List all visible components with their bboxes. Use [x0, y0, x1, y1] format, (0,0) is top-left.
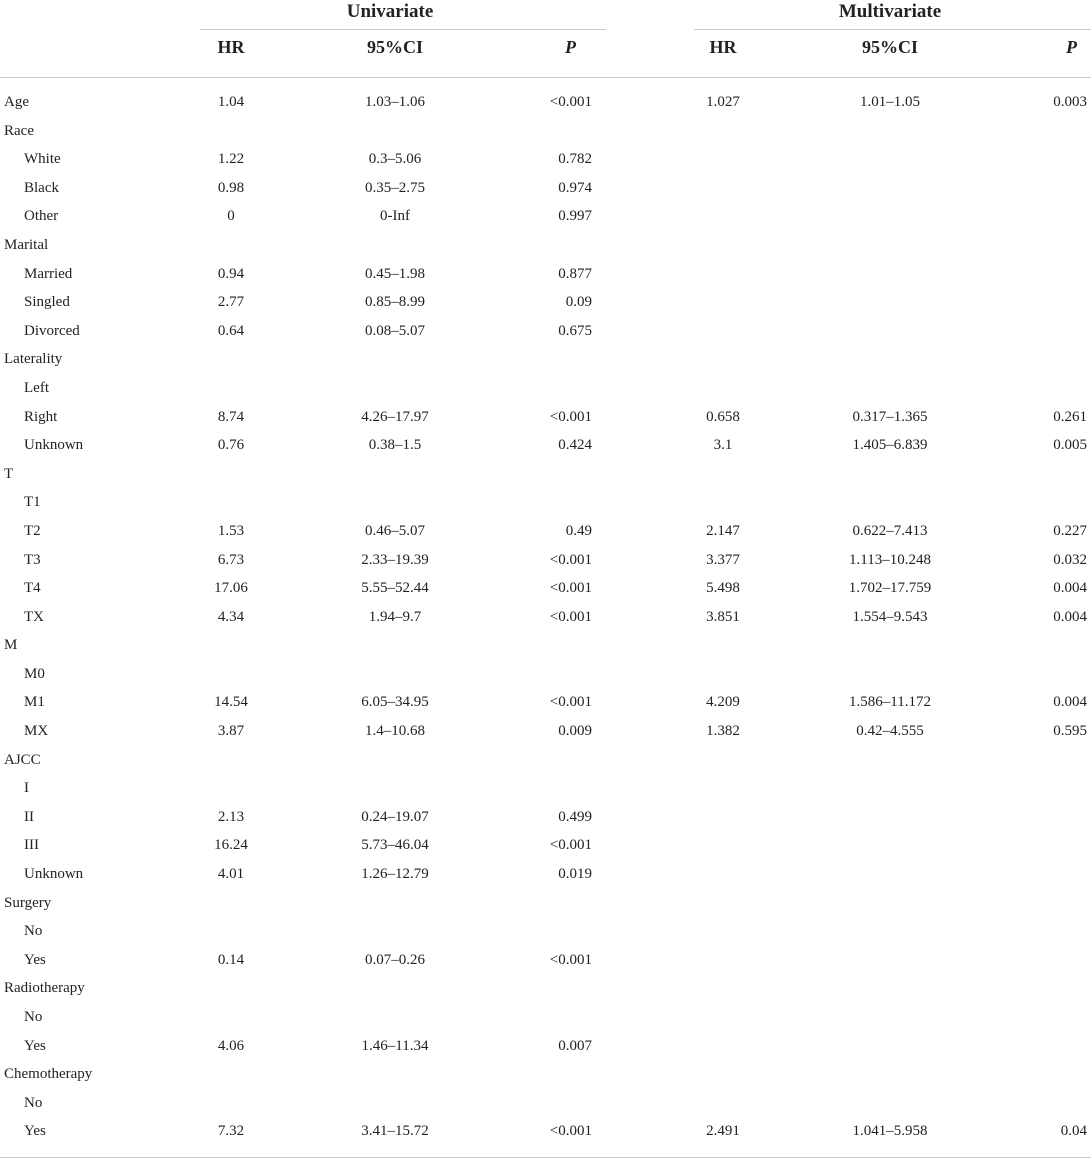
- table-row: [0, 631, 1091, 660]
- univariate-hr-cell: 4.06: [217, 1037, 245, 1054]
- multivariate-hr-cell: 3.1: [713, 437, 733, 454]
- table-row: [0, 1089, 1091, 1118]
- univariate-hr-cell: 0.14: [217, 951, 245, 968]
- table-row: [0, 202, 1091, 231]
- row-label: T3: [24, 551, 41, 568]
- univariate-p-cell: <0.001: [549, 1123, 592, 1140]
- univariate-p-cell: 0.009: [558, 723, 592, 740]
- multivariate-p-cell: 0.004: [1053, 580, 1087, 597]
- row-label: III: [24, 837, 39, 854]
- table-row: [0, 517, 1091, 546]
- table-row: [0, 117, 1091, 146]
- univariate-hr-cell: 14.54: [214, 694, 248, 711]
- row-label: Marital: [4, 236, 49, 253]
- table-row: [0, 317, 1091, 346]
- row-label: Divorced: [24, 322, 80, 339]
- univariate-hr-cell: 16.24: [214, 837, 248, 854]
- row-label: No: [24, 923, 43, 940]
- row-label: Left: [24, 379, 49, 396]
- table-row: [0, 803, 1091, 832]
- univariate-ci-cell: 3.41–15.72: [361, 1123, 429, 1140]
- univariate-ci-cell: 0.45–1.98: [365, 265, 425, 282]
- univariate-hr-cell: 2.77: [217, 294, 245, 311]
- row-label: M: [4, 637, 18, 654]
- univariate-hr-cell: 4.01: [217, 866, 245, 883]
- row-label: Age: [4, 94, 29, 110]
- multivariate-hr-cell: 4.209: [706, 694, 740, 711]
- univariate-ci-cell: 1.03–1.06: [365, 94, 425, 110]
- table-row: [0, 374, 1091, 403]
- univariate-hr-cell: 1.22: [217, 151, 245, 168]
- row-label: Yes: [24, 1037, 46, 1054]
- table-row: [0, 145, 1091, 174]
- univariate-p-cell: <0.001: [549, 580, 592, 597]
- table-row: [0, 660, 1091, 689]
- table-row: [0, 717, 1091, 746]
- table-row: [0, 860, 1091, 889]
- univariate-ci-cell: 6.05–34.95: [361, 694, 429, 711]
- row-label: Other: [24, 208, 59, 225]
- multivariate-p-cell: 0.004: [1053, 608, 1087, 625]
- multivariate-p-header: P: [1066, 37, 1077, 57]
- table-row: [0, 546, 1091, 575]
- row-label: No: [24, 1094, 43, 1111]
- table-row: [0, 403, 1091, 432]
- row-label: II: [24, 808, 34, 825]
- univariate-ci-cell: 1.26–12.79: [361, 866, 429, 883]
- row-label: Right: [24, 408, 58, 425]
- bottom-rule: [0, 1157, 1091, 1158]
- multivariate-ci-header: 95%CI: [861, 37, 918, 57]
- univariate-ci-cell: 5.73–46.04: [361, 837, 429, 854]
- row-label: Unknown: [24, 866, 84, 883]
- row-label: Married: [24, 265, 73, 282]
- row-label: Race: [4, 122, 34, 139]
- multivariate-hr-cell: 1.382: [706, 723, 740, 740]
- univariate-p-cell: 0.675: [558, 322, 592, 339]
- table-row: [0, 174, 1091, 203]
- univariate-ci-cell: 0-Inf: [380, 208, 410, 225]
- row-label: I: [24, 780, 29, 797]
- table-row: [0, 889, 1091, 918]
- univariate-p-cell: 0.019: [558, 866, 592, 883]
- table-row: [0, 1003, 1091, 1032]
- univariate-ci-cell: 0.24–19.07: [361, 808, 429, 825]
- univariate-hr-cell: 0.64: [217, 322, 245, 339]
- multivariate-ci-cell: 1.554–9.543: [852, 608, 928, 625]
- row-label: White: [24, 151, 61, 168]
- multivariate-hr-cell: 5.498: [706, 580, 740, 597]
- multivariate-ci-cell: 1.113–10.248: [849, 551, 931, 568]
- row-label: M0: [24, 665, 45, 682]
- table-row: [0, 688, 1091, 717]
- multivariate-hr-cell: 2.147: [706, 522, 740, 539]
- table-row: [0, 88, 1091, 117]
- univariate-p-cell: <0.001: [549, 551, 592, 568]
- table-row: [0, 345, 1091, 374]
- univariate-hr-header: HR: [217, 37, 245, 57]
- table-row: [0, 974, 1091, 1003]
- univariate-ci-cell: 0.38–1.5: [368, 437, 422, 454]
- table-row: [0, 946, 1091, 975]
- multivariate-p-cell: 0.04: [1060, 1123, 1087, 1140]
- multivariate-p-cell: 0.004: [1053, 694, 1087, 711]
- table-row: [0, 574, 1091, 603]
- multivariate-hr-cell: 1.027: [706, 94, 740, 110]
- univariate-heading: Univariate: [346, 1, 434, 22]
- univariate-ci-cell: 5.55–52.44: [361, 580, 429, 597]
- multivariate-ci-cell: 1.405–6.839: [852, 437, 928, 454]
- univariate-hr-cell: 0.76: [217, 437, 245, 454]
- table-row: [0, 260, 1091, 289]
- univariate-p-cell: 0.424: [558, 437, 592, 454]
- table-row: [0, 746, 1091, 775]
- multivariate-p-cell: 0.595: [1053, 723, 1087, 740]
- univariate-p-cell: <0.001: [549, 694, 592, 711]
- row-label: Unknown: [24, 437, 84, 454]
- table-row: [0, 460, 1091, 489]
- multivariate-hr-cell: 3.377: [706, 551, 740, 568]
- univariate-hr-cell: 8.74: [217, 408, 245, 425]
- univariate-ci-header: 95%CI: [366, 37, 423, 57]
- univariate-p-cell: <0.001: [549, 951, 592, 968]
- univariate-hr-cell: 7.32: [217, 1123, 245, 1140]
- multivariate-ci-cell: 1.702–17.759: [848, 580, 932, 597]
- table-row: [0, 774, 1091, 803]
- multivariate-hr-cell: 0.658: [706, 408, 740, 425]
- univariate-p-cell: 0.09: [565, 294, 592, 311]
- multivariate-p-cell: 0.003: [1053, 94, 1087, 110]
- table-row: [0, 603, 1091, 632]
- row-label: Chemotherapy: [4, 1066, 93, 1083]
- multivariate-ci-cell: 0.42–4.555: [856, 723, 924, 740]
- row-label: MX: [24, 723, 49, 740]
- row-label: Yes: [24, 951, 46, 968]
- univariate-p-cell: 0.007: [558, 1037, 592, 1054]
- univariate-hr-cell: 0.98: [217, 179, 245, 196]
- multivariate-ci-cell: 1.01–1.05: [860, 94, 920, 110]
- univariate-p-cell: <0.001: [549, 408, 592, 425]
- univariate-p-cell: 0.877: [558, 265, 592, 282]
- row-label: Black: [24, 179, 59, 196]
- univariate-hr-cell: 1.04: [217, 94, 245, 110]
- univariate-p-cell: 0.782: [558, 151, 592, 168]
- univariate-hr-cell: 3.87: [217, 723, 245, 740]
- univariate-hr-cell: 0.94: [217, 265, 245, 282]
- univariate-p-header: P: [565, 37, 576, 57]
- row-label: No: [24, 1009, 43, 1025]
- univariate-ci-cell: 0.85–8.99: [365, 294, 425, 311]
- multivariate-p-cell: 0.227: [1053, 522, 1087, 539]
- row-label: T4: [24, 580, 41, 597]
- table-row: [0, 231, 1091, 260]
- row-label: Radiotherapy: [4, 980, 85, 997]
- table-row: [0, 1117, 1091, 1146]
- row-label: Yes: [24, 1123, 46, 1140]
- table-body: [0, 88, 1091, 1146]
- multivariate-hr-cell: 3.851: [706, 608, 740, 625]
- row-label: T2: [24, 522, 41, 539]
- univariate-ci-cell: 1.94–9.7: [368, 608, 422, 625]
- univariate-hr-cell: 4.34: [217, 608, 245, 625]
- univariate-p-cell: <0.001: [549, 608, 592, 625]
- univariate-p-cell: <0.001: [549, 94, 592, 110]
- univariate-hr-cell: 1.53: [217, 522, 245, 539]
- header-rule: [0, 77, 1091, 78]
- multivariate-ci-cell: 1.586–11.172: [849, 694, 931, 711]
- univariate-ci-cell: 4.26–17.97: [361, 408, 429, 425]
- multivariate-p-cell: 0.005: [1053, 437, 1087, 454]
- multivariate-p-cell: 0.032: [1053, 551, 1087, 568]
- row-label: Singled: [24, 294, 70, 311]
- row-label: AJCC: [4, 751, 41, 768]
- univariate-hr-cell: 17.06: [214, 580, 248, 597]
- multivariate-hr-header: HR: [709, 37, 737, 57]
- univariate-hr-cell: 6.73: [217, 551, 245, 568]
- multivariate-ci-cell: 0.622–7.413: [852, 522, 928, 539]
- univariate-p-cell: 0.974: [558, 179, 592, 196]
- multivariate-ci-cell: 1.041–5.958: [852, 1123, 928, 1140]
- univariate-hr-cell: 2.13: [217, 808, 245, 825]
- univariate-hr-cell: 0: [227, 208, 235, 225]
- univariate-ci-cell: 0.46–5.07: [365, 522, 425, 539]
- multivariate-hr-cell: 2.491: [706, 1123, 740, 1140]
- row-label: Surgery: [4, 894, 52, 911]
- multivariate-underline: [694, 29, 1091, 30]
- row-label: TX: [24, 608, 44, 625]
- table-row: [0, 288, 1091, 317]
- table-row: [0, 1032, 1091, 1061]
- univariate-p-cell: 0.499: [558, 808, 592, 825]
- univariate-ci-cell: 0.08–5.07: [365, 322, 425, 339]
- row-label: Laterality: [4, 351, 63, 368]
- table-row: [0, 488, 1091, 517]
- table-row: [0, 831, 1091, 860]
- univariate-ci-cell: 0.07–0.26: [365, 951, 425, 968]
- univariate-p-cell: 0.997: [558, 208, 592, 225]
- multivariate-ci-cell: 0.317–1.365: [852, 408, 928, 425]
- multivariate-heading: Multivariate: [838, 1, 942, 22]
- univariate-ci-cell: 2.33–19.39: [361, 551, 429, 568]
- univariate-ci-cell: 0.35–2.75: [365, 179, 425, 196]
- univariate-ci-cell: 1.46–11.34: [361, 1037, 429, 1054]
- table-row: [0, 917, 1091, 946]
- multivariate-p-cell: 0.261: [1053, 408, 1087, 425]
- row-label: M1: [24, 694, 45, 711]
- univariate-p-cell: 0.49: [565, 522, 592, 539]
- table-row: [0, 431, 1091, 460]
- univariate-ci-cell: 1.4–10.68: [365, 723, 425, 740]
- row-label: T: [4, 465, 14, 482]
- univariate-p-cell: <0.001: [549, 837, 592, 854]
- univariate-ci-cell: 0.3–5.06: [368, 151, 422, 168]
- row-label: T1: [24, 494, 41, 511]
- univariate-underline: [200, 29, 606, 30]
- table-row: [0, 1060, 1091, 1089]
